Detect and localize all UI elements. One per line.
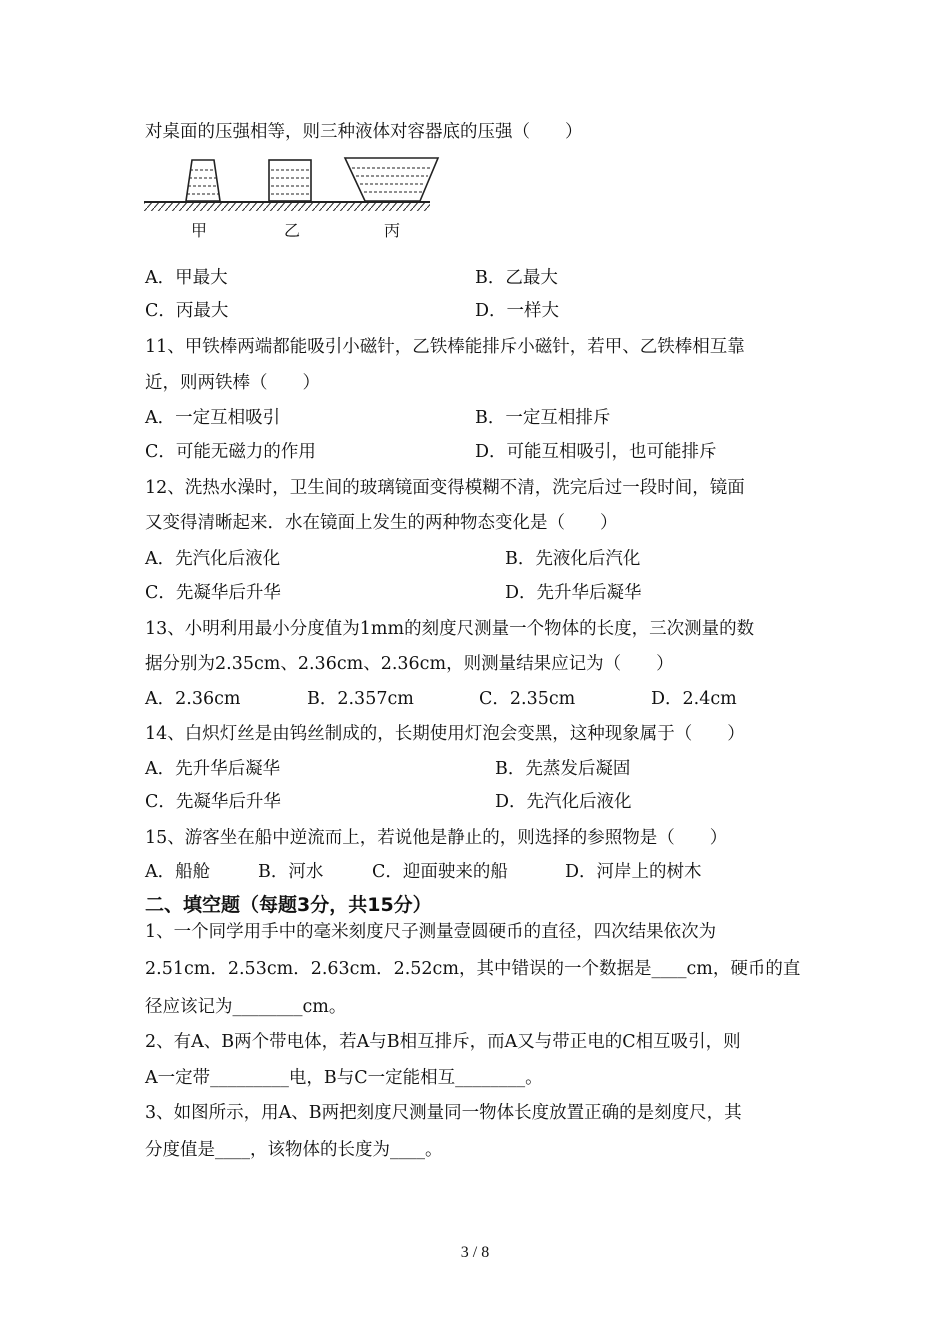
fill1-line2: 2.51cm．2.53cm．2.63cm．2.52cm，其中错误的一个数据是____cm，硬币的直 [145,959,801,979]
q11-stem-line1: 11、甲铁棒两端都能吸引小磁针，乙铁棒能排斥小磁针，若甲、乙铁棒相互靠 [145,337,745,357]
q11-stem-line2: 近，则两铁棒（ ） [145,373,320,393]
q11-option-b: B．一定互相排斥 [475,408,611,428]
container-yi [269,160,311,201]
q13-option-a: A．2.36cm [145,689,241,709]
q13-stem-line1: 13、小明利用最小分度值为1mm的刻度尺测量一个物体的长度，三次测量的数 [145,619,755,639]
fill1-line3: 径应该记为________cm。 [145,997,347,1017]
q14-option-a: A．先升华后凝华 [145,759,281,779]
q12-option-d: D．先升华后凝华 [505,583,642,603]
q12-option-b: B．先液化后汽化 [505,549,641,569]
fill2-line2: A一定带_________电，B与C一定能相互________。 [145,1068,543,1088]
fill3-line1: 3、如图所示，用A、B两把刻度尺测量同一物体长度放置正确的是刻度尺，其 [145,1103,742,1123]
q12-option-c: C．先凝华后升华 [145,583,281,603]
q13-stem-line2: 据分别为2.35cm、2.36cm、2.36cm，则测量结果应记为（ ） [145,654,674,674]
q15-option-c: C．迎面驶来的船 [372,862,508,882]
section-2-title: 二、填空题（每题3分，共15分） [145,894,432,916]
q11-option-a: A．一定互相吸引 [145,408,281,428]
q11-option-d: D．可能互相吸引，也可能排斥 [475,442,717,462]
q10-stem: 对桌面的压强相等，则三种液体对容器底的压强（ ） [145,122,583,142]
ground-hatching [144,203,430,211]
label-jia: 甲 [191,221,208,240]
q10-option-b: B．乙最大 [475,268,558,288]
q10-option-a: A．甲最大 [145,268,228,288]
q10-option-c: C．丙最大 [145,301,229,321]
container-figure [140,152,440,242]
q13-option-b: B．2.357cm [307,689,414,709]
q12-stem-line1: 12、洗热水澡时，卫生间的玻璃镜面变得模糊不清，洗完后过一段时间，镜面 [145,478,745,498]
q12-stem-line2: 又变得清晰起来．水在镜面上发生的两种物态变化是（ ） [145,513,618,533]
container-jia [186,160,220,201]
q10-option-d: D．一样大 [475,301,560,321]
q14-option-d: D．先汽化后液化 [495,792,632,812]
q15-stem: 15、游客坐在船中逆流而上，若说他是静止的，则选择的参照物是（ ） [145,828,728,848]
q13-option-d: D．2.4cm [651,689,737,709]
q13-option-c: C．2.35cm [479,689,576,709]
fill1-line1: 1、一个同学用手中的毫米刻度尺子测量壹圆硬币的直径，四次结果依次为 [145,922,717,942]
q12-option-a: A．先汽化后液化 [145,549,281,569]
fill3-line2: 分度值是____，该物体的长度为____。 [145,1140,443,1160]
q14-option-b: B．先蒸发后凝固 [495,759,631,779]
q14-stem: 14、白炽灯丝是由钨丝制成的，长期使用灯泡会变黑，这种现象属于（ ） [145,724,745,744]
fill2-line1: 2、有A、B两个带电体，若A与B相互排斥，而A又与带正电的C相互吸引，则 [145,1032,741,1052]
label-bing: 丙 [384,221,401,240]
q15-option-a: A．船舱 [145,862,211,882]
q15-option-b: B．河水 [258,862,324,882]
q15-option-d: D．河岸上的树木 [565,862,702,882]
container-bing [345,158,438,201]
label-yi: 乙 [284,221,301,240]
q14-option-c: C．先凝华后升华 [145,792,281,812]
q11-option-c: C．可能无磁力的作用 [145,442,316,462]
page-number: 3 / 8 [460,1244,490,1261]
